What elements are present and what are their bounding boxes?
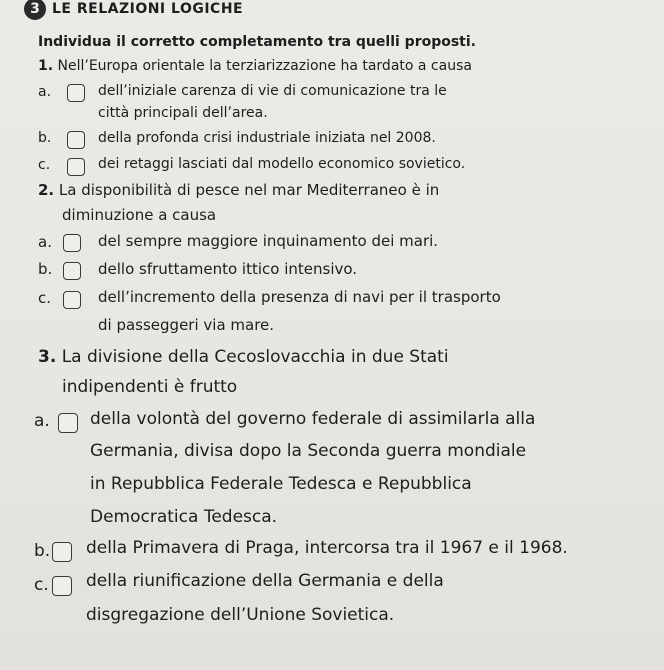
q1-option-c-checkbox[interactable] (67, 158, 85, 176)
question-number: 2. (38, 181, 55, 199)
q3-option-a-text: in Repubblica Federale Tedesca e Repubblica (90, 474, 472, 494)
section-title: LE RELAZIONI LOGICHE (52, 1, 244, 17)
option-letter: c. (34, 575, 49, 595)
q2-option-c-text: di passeggeri via mare. (98, 316, 275, 334)
q3-option-a-text: della volontà del governo federale di assimilarla alla (90, 409, 536, 429)
q1-option-a-text: dell’iniziale carenza di vie di comunicazione tra le (98, 83, 447, 99)
q3-option-c-checkbox[interactable] (52, 576, 72, 596)
q1-option-b-checkbox[interactable] (67, 131, 85, 149)
exercise-number-badge: 3 (24, 0, 46, 20)
question-3-stem-line-2: indipendenti è frutto (62, 377, 238, 397)
q2-option-a-text: del sempre maggiore inquinamento dei mari. (98, 232, 439, 250)
q3-option-b-text: della Primavera di Praga, intercorsa tra il 1967 e il 1968. (86, 538, 568, 558)
question-2-stem (38, 181, 439, 199)
option-letter: b. (34, 541, 51, 561)
option-letter: c. (38, 157, 51, 173)
q3-option-a-text: Democratica Tedesca. (90, 507, 278, 527)
question-text: La divisione della Cecoslovacchia in due Stati (61, 347, 449, 367)
q3-option-c-text: disgregazione dell’Unione Sovietica. (86, 605, 395, 625)
option-letter: a. (38, 84, 52, 100)
q3-option-c-text: della riunificazione della Germania e della (86, 571, 444, 591)
question-3-stem (38, 347, 449, 367)
option-letter: a. (34, 411, 50, 431)
q1-option-b-text: della profonda crisi industriale iniziata nel 2008. (98, 130, 436, 146)
q2-option-b-checkbox[interactable] (63, 262, 81, 280)
option-letter: b. (38, 130, 52, 146)
q3-option-a-checkbox[interactable] (58, 413, 78, 433)
q2-option-b-text: dello sfruttamento ittico intensivo. (98, 260, 358, 278)
question-number: 1. (38, 58, 54, 74)
q1-option-a-checkbox[interactable] (67, 84, 85, 102)
q1-option-c-text: dei retaggi lasciati dal modello economico sovietico. (98, 156, 466, 172)
q2-option-a-checkbox[interactable] (63, 234, 81, 252)
q3-option-a-text: Germania, divisa dopo la Seconda guerra mondiale (90, 441, 527, 461)
question-number: 3. (38, 347, 57, 367)
instructions: Individua il corretto completamento tra quelli proposti. (38, 34, 476, 50)
q2-option-c-checkbox[interactable] (63, 291, 81, 309)
question-text: Nell’Europa orientale la terziarizzazione ha tardato a causa (57, 58, 472, 74)
exercise-header (24, 0, 243, 24)
option-letter: c. (38, 289, 52, 307)
question-text: La disponibilità di pesce nel mar Mediterraneo è in (58, 181, 440, 199)
question-2-stem-line-2: diminuzione a causa (62, 206, 217, 224)
option-letter: a. (38, 233, 52, 251)
option-letter: b. (38, 260, 53, 278)
q2-option-c-text: dell’incremento della presenza di navi per il trasporto (98, 288, 501, 306)
question-1-stem (38, 58, 472, 74)
q3-option-b-checkbox[interactable] (52, 542, 72, 562)
q1-option-a-text: città principali dell’area. (98, 105, 268, 121)
